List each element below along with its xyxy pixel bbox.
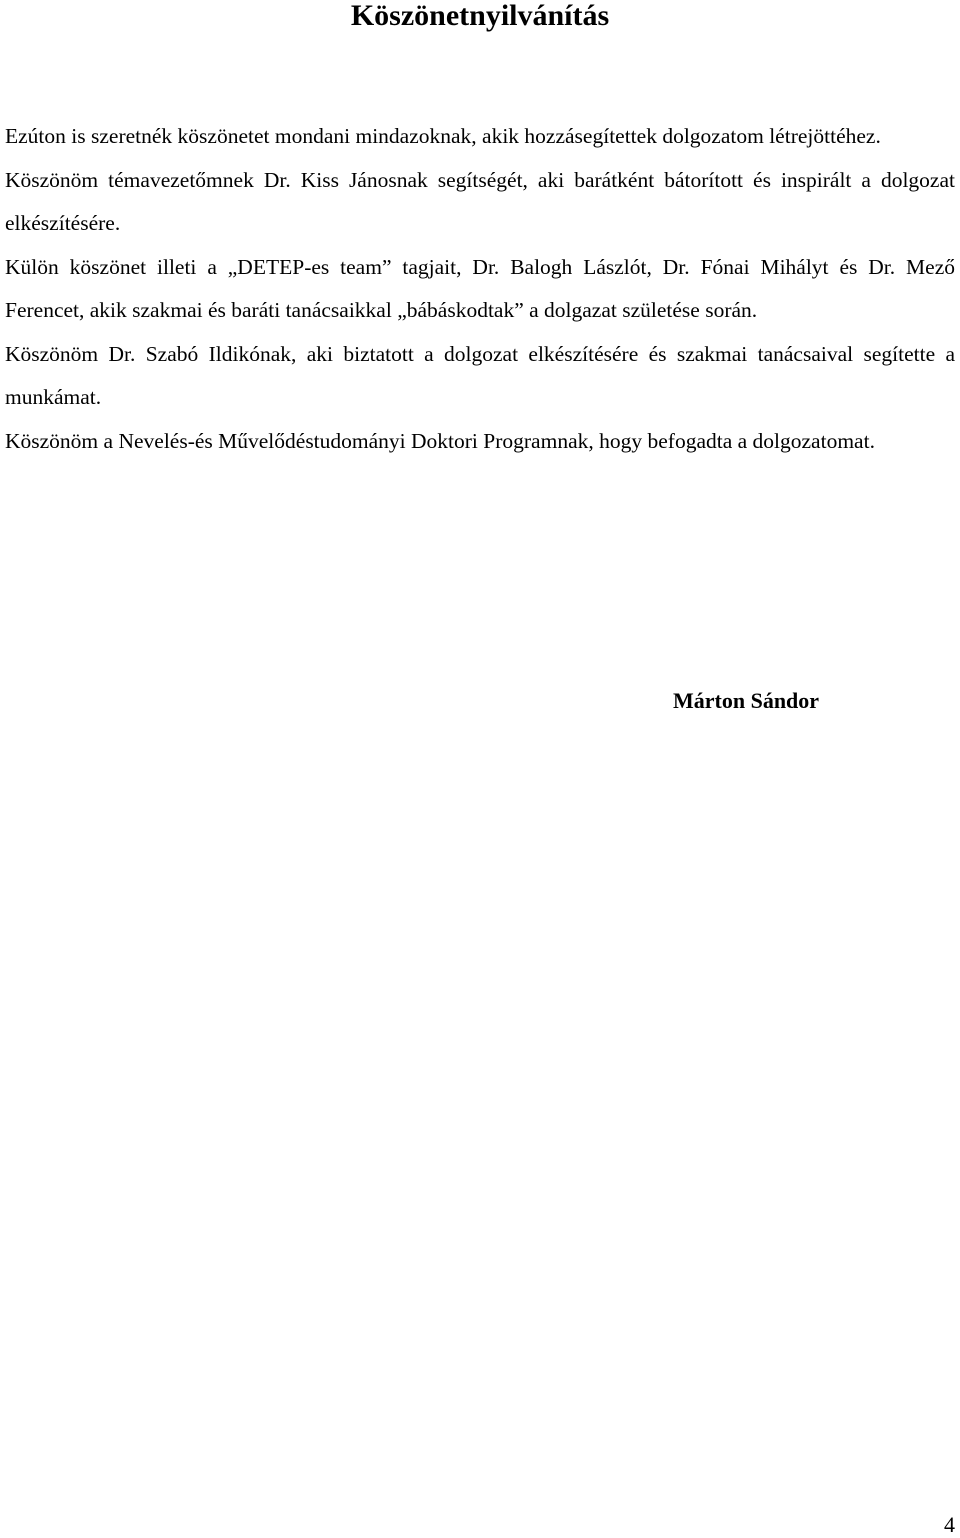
page-number: 4 <box>944 1512 955 1537</box>
page-title: Köszönetnyilvánítás <box>350 0 610 32</box>
paragraph-doctoral-program: Köszönöm a Nevelés-és Művelődéstudományi Doktori Programnak, hogy befogadta a dolgozatomat. <box>5 428 875 453</box>
paragraph-supervisor: Köszönöm témavezetőmnek Dr. Kiss Jánosnak segítségét, aki barátként bátorított és inspirált a dolgozat elkészítésére. <box>5 167 955 235</box>
paragraph-szabo: Köszönöm Dr. Szabó Ildikónak, aki biztatott a dolgozat elkészítésére és szakmai tanácsaival segítette a munkámat. <box>5 341 955 409</box>
paragraph-thanks-all: Ezúton is szeretnék köszönetet mondani mindazoknak, akik hozzásegítettek dolgozatom létrejöttéhez. <box>5 124 881 148</box>
acknowledgement-body <box>5 115 955 463</box>
author-signature: Márton Sándor <box>673 688 820 713</box>
paragraph-detep-team: Külön köszönet illeti a „DETEP-es team” tagjait, Dr. Balogh Lászlót, Dr. Fónai Mihályt és Dr. Mező Ferencet, akik szakmai és baráti tanácsaikkal „bábáskodtak” a dolgazat születése során. <box>5 254 955 322</box>
